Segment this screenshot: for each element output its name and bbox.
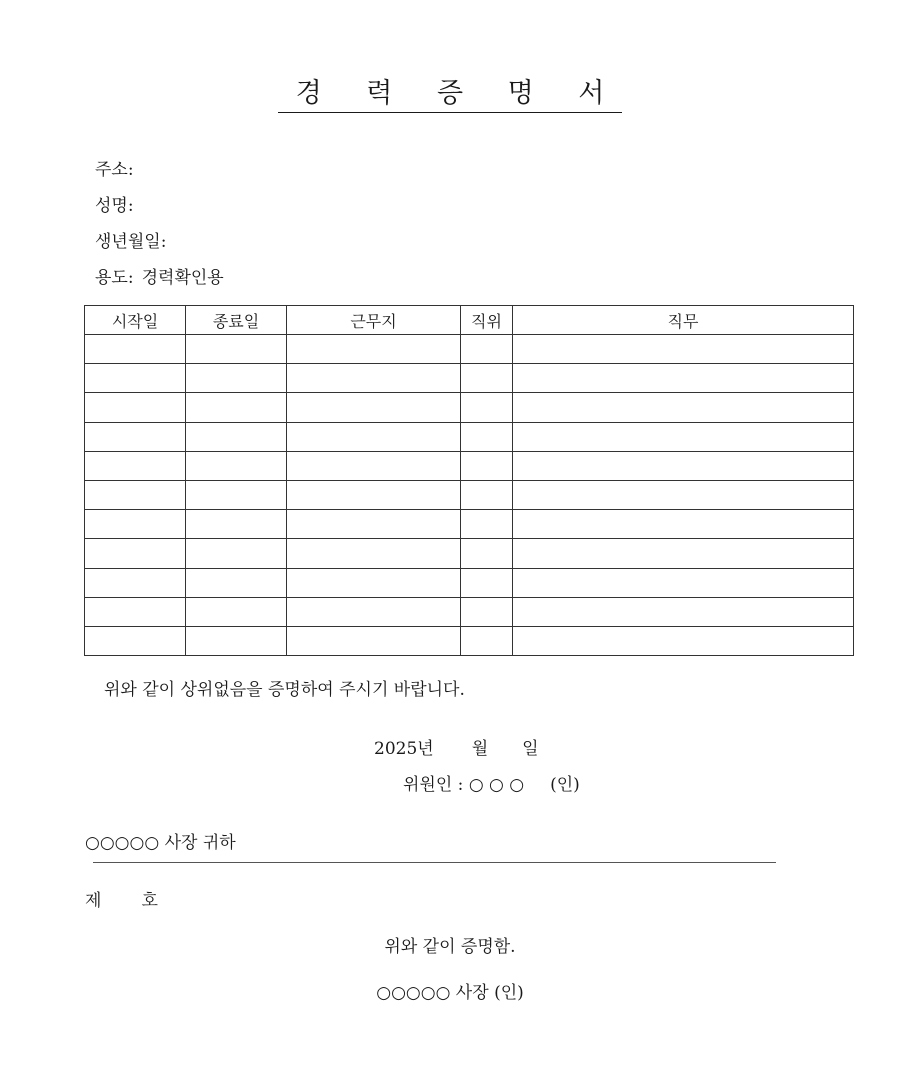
table-cell[interactable]	[287, 568, 461, 597]
table-row	[85, 364, 854, 393]
table-cell[interactable]	[461, 568, 513, 597]
table-cell[interactable]	[461, 335, 513, 364]
header-end-date: 종료일	[186, 306, 287, 335]
header-start-date: 시작일	[85, 306, 186, 335]
table-cell[interactable]	[287, 451, 461, 480]
table-row	[85, 626, 854, 655]
table-cell[interactable]	[513, 480, 854, 509]
table-cell[interactable]	[513, 364, 854, 393]
document-title: 경 력 증 명 서	[278, 78, 623, 113]
issuer-line	[0, 982, 900, 1004]
header-workplace: 근무지	[287, 306, 461, 335]
table-cell[interactable]	[287, 539, 461, 568]
table-row	[85, 422, 854, 451]
table-cell[interactable]	[287, 510, 461, 539]
applicant-name: ○ ○ ○	[468, 775, 525, 795]
table-cell[interactable]	[461, 422, 513, 451]
table-cell[interactable]	[461, 539, 513, 568]
table-cell[interactable]	[461, 510, 513, 539]
table-cell[interactable]	[513, 568, 854, 597]
date-day: 일	[522, 739, 539, 759]
table-row	[85, 393, 854, 422]
table-cell[interactable]	[461, 480, 513, 509]
table-cell[interactable]	[461, 451, 513, 480]
issuer-name: ○○○○○ 사장	[376, 983, 489, 1003]
number-ho: 호	[141, 891, 158, 911]
table-cell[interactable]	[287, 422, 461, 451]
certify-text: 위와 같이 증명함.	[384, 937, 516, 957]
divider-rule	[93, 862, 776, 863]
table-cell[interactable]	[85, 597, 186, 626]
table-cell[interactable]	[186, 451, 287, 480]
table-cell[interactable]	[513, 335, 854, 364]
table-row	[85, 568, 854, 597]
table-cell[interactable]	[186, 393, 287, 422]
table-cell[interactable]	[85, 451, 186, 480]
table-cell[interactable]	[186, 422, 287, 451]
purpose-label: 용도 :	[95, 268, 134, 288]
table-cell[interactable]	[513, 451, 854, 480]
table-cell[interactable]	[513, 626, 854, 655]
table-cell[interactable]	[85, 393, 186, 422]
table-cell[interactable]	[186, 480, 287, 509]
table-cell[interactable]	[186, 568, 287, 597]
table-cell[interactable]	[85, 364, 186, 393]
table-cell[interactable]	[287, 393, 461, 422]
table-cell[interactable]	[461, 626, 513, 655]
career-table-header-row	[85, 306, 854, 335]
date-month: 월	[471, 739, 489, 759]
table-cell[interactable]	[287, 480, 461, 509]
table-cell[interactable]	[461, 364, 513, 393]
table-row	[85, 335, 854, 364]
table-cell[interactable]	[461, 597, 513, 626]
request-text: 위와 같이 상위없음을 증명하여 주시기 바랍니다.	[104, 680, 465, 700]
table-cell[interactable]	[85, 335, 186, 364]
table-cell[interactable]	[513, 510, 854, 539]
birth-line	[95, 232, 166, 252]
table-row	[85, 510, 854, 539]
number-je: 제	[85, 891, 102, 911]
table-cell[interactable]	[85, 568, 186, 597]
table-row	[85, 539, 854, 568]
table-cell[interactable]	[461, 393, 513, 422]
table-cell[interactable]	[287, 364, 461, 393]
table-cell[interactable]	[186, 364, 287, 393]
table-cell[interactable]	[513, 422, 854, 451]
table-cell[interactable]	[85, 480, 186, 509]
name-label: 성명 :	[95, 196, 134, 216]
table-cell[interactable]	[186, 597, 287, 626]
table-cell[interactable]	[186, 626, 287, 655]
table-row	[85, 451, 854, 480]
table-cell[interactable]	[186, 335, 287, 364]
number-line	[85, 890, 158, 912]
table-cell[interactable]	[287, 335, 461, 364]
document-title-wrap	[0, 78, 900, 113]
birth-label: 생년월일 :	[95, 232, 166, 252]
table-row	[85, 480, 854, 509]
applicant-seal: (인)	[550, 775, 580, 795]
table-cell[interactable]	[85, 626, 186, 655]
table-row	[85, 597, 854, 626]
header-position: 직위	[461, 306, 513, 335]
applicant-line	[403, 774, 580, 796]
issuer-seal: (인)	[494, 983, 524, 1003]
date-year: 2025년	[374, 739, 434, 759]
header-duty: 직무	[513, 306, 854, 335]
career-table	[84, 305, 854, 656]
address-label: 주소 :	[95, 160, 134, 180]
purpose-line	[95, 268, 224, 288]
table-cell[interactable]	[287, 626, 461, 655]
table-cell[interactable]	[85, 539, 186, 568]
table-cell[interactable]	[85, 510, 186, 539]
name-line	[95, 196, 134, 216]
date-line	[374, 738, 539, 760]
table-cell[interactable]	[186, 510, 287, 539]
table-cell[interactable]	[513, 539, 854, 568]
table-cell[interactable]	[85, 422, 186, 451]
applicant-label: 위원인 :	[403, 775, 464, 795]
table-cell[interactable]	[287, 597, 461, 626]
table-cell[interactable]	[513, 597, 854, 626]
table-cell[interactable]	[186, 539, 287, 568]
recipient-line: ○○○○○ 사장 귀하	[85, 833, 236, 853]
table-cell[interactable]	[513, 393, 854, 422]
address-line	[95, 160, 134, 180]
purpose-value: 경력확인용	[141, 268, 224, 288]
career-table-body	[85, 335, 854, 656]
